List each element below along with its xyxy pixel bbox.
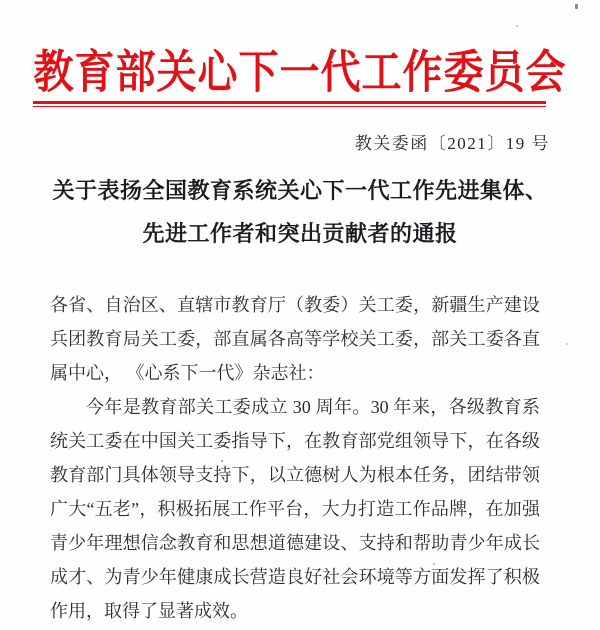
document-title-line-2: 先进工作者和突出贡献者的通报 bbox=[142, 221, 458, 246]
scan-speck bbox=[566, 343, 568, 345]
document-title-line-1: 关于表扬全国教育系统关心下一代工作先进集体、 bbox=[52, 178, 548, 203]
document-body bbox=[50, 288, 540, 628]
document-title bbox=[20, 169, 580, 255]
scan-speck bbox=[516, 25, 518, 27]
scan-speck bbox=[221, 460, 223, 462]
scan-speck bbox=[575, 4, 578, 9]
scan-speck bbox=[433, 563, 435, 565]
recipients-paragraph: 各省、自治区、直辖市教育厅（教委）关工委，新疆生产建设兵团教育局关工委，部直属各高等学校关工委，部关工委各直属中心， 《心系下一代》杂志社： bbox=[50, 295, 540, 383]
letterhead-divider-line bbox=[33, 101, 546, 107]
divider-thin-line bbox=[33, 106, 546, 107]
body-paragraph-1: 今年是教育部关工委成立 30 周年。30 年来，各级教育系统关工委在中国关工委指导下，在教育部党组领导下，在各级教育部门具体领导支持下，以立德树人为根本任务，团结带领广大“五老”，积极拓展工作平台，大力打造工作品牌，在加强青少年理想信念教育和思想道德建设、支持和帮助青少年成长成才、为青少年健康成长营造良好社会环境等方面发挥了积极作用，取得了显著成效。 bbox=[50, 397, 540, 621]
letterhead-org-name: 教育部关心下一代工作委员会 bbox=[33, 46, 567, 98]
document-reference-number: 教关委函〔2021〕19 号 bbox=[354, 134, 550, 153]
